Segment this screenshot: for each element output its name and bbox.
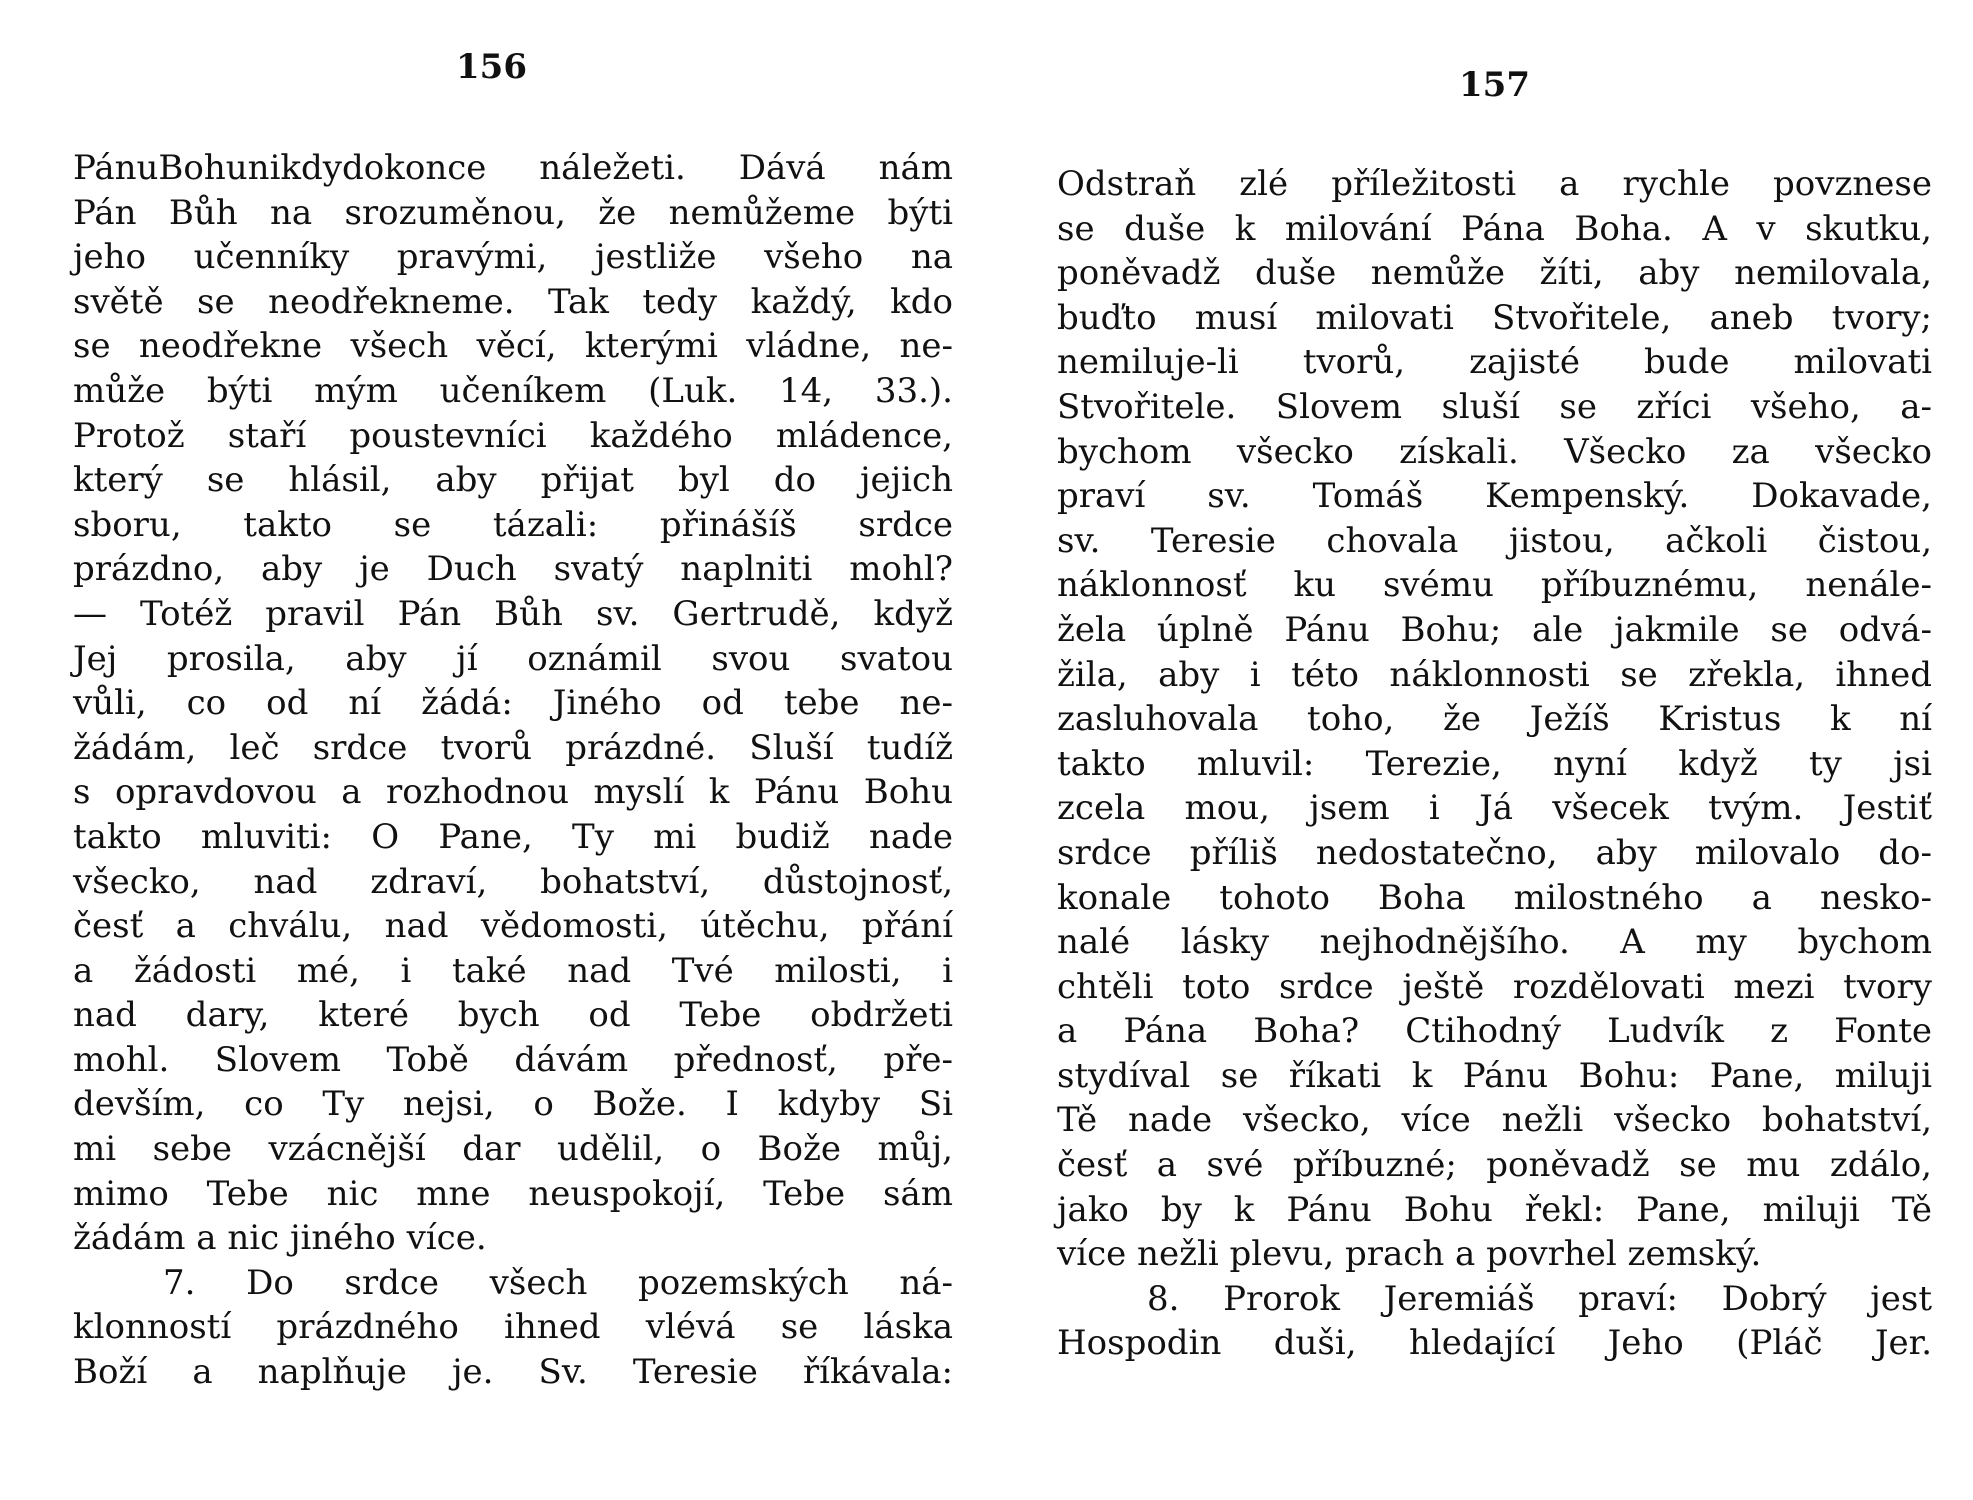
text-line: sboru, takto se tázali: přinášíš srdce <box>73 504 953 545</box>
text-line: žela úplně Pánu Bohu; ale jakmile se odvá- <box>1057 609 1932 650</box>
text-line: zasluhovala toho, že Ježíš Kristus k ní <box>1057 699 1932 740</box>
text-line: nad dary, které bych od Tebe obdržeti <box>73 995 953 1036</box>
text-line: a Pána Boha? Ctihodný Ludvík z Fonte <box>1057 1011 1932 1052</box>
text-line: Pán Bůh na srozuměnou, že nemůžeme býti <box>73 192 953 233</box>
text-line: s opravdovou a rozhodnou myslí k Pánu Bohu <box>73 772 953 813</box>
text-line: žádám a nic jiného více. <box>73 1218 487 1259</box>
text-line: Hospodin duši, hledající Jeho (Pláč Jer. <box>1057 1323 1932 1364</box>
text-line: klonností prázdného ihned vlévá se láska <box>73 1307 953 1348</box>
text-line: 8. Prorok Jeremiáš praví: Dobrý jest <box>1147 1278 1932 1319</box>
text-line: praví sv. Tomáš Kempenský. Dokavade, <box>1057 476 1932 517</box>
page-text <box>1057 162 1932 1366</box>
text-line: světě se neodřekneme. Tak tedy každý, kdo <box>73 281 953 322</box>
text-line: vůli, co od ní žádá: Jiného od tebe ne- <box>73 683 953 724</box>
text-line: mimo Tebe nic mne neuspokojí, Tebe sám <box>73 1173 953 1214</box>
text-line: prázdno, aby je Duch svatý naplniti mohl? <box>73 549 953 590</box>
text-line: zcela mou, jsem i Já všecek tvým. Jestiť <box>1057 788 1932 829</box>
text-line: mi sebe vzácnější dar udělil, o Bože můj, <box>73 1129 953 1170</box>
text-line: jako by k Pánu Bohu řekl: Pane, miluji Tě <box>1057 1189 1932 1230</box>
text-line: česť a chválu, nad vědomosti, útěchu, přání <box>73 906 953 947</box>
text-line: náklonnosť ku svému příbuznému, nenále- <box>1057 565 1932 606</box>
text-line: žila, aby i této náklonnosti se zřekla, ihned <box>1057 654 1932 695</box>
text-line: Tě nade všecko, více nežli všecko bohatství, <box>1057 1100 1932 1141</box>
text-line: konale tohoto Boha milostného a nesko- <box>1057 877 1932 918</box>
text-line: PánuBohunikdydokonce náležeti. Dává nám <box>73 148 953 188</box>
text-line: jeho učenníky pravými, jestliže všeho na <box>73 237 953 278</box>
text-line: více nežli plevu, prach a povrhel zemský. <box>1057 1234 1762 1275</box>
text-line: Odstraň zlé příležitosti a rychle povznese <box>1057 164 1932 204</box>
text-line: buďto musí milovati Stvořitele, aneb tvory; <box>1057 297 1932 338</box>
text-line: srdce příliš nedostatečno, aby milovalo do- <box>1057 832 1932 873</box>
text-line: chtěli toto srdce ještě rozdělovati mezi tvory <box>1057 966 1932 1007</box>
text-line: takto mluvil: Terezie, nyní když ty jsi <box>1057 743 1932 784</box>
text-line: a žádosti mé, i také nad Tvé milosti, i <box>73 950 953 991</box>
page-number: 157 <box>1459 65 1530 105</box>
text-line: česť a své příbuzné; poněvadž se mu zdálo, <box>1057 1145 1932 1186</box>
text-line: se neodřekne všech věcí, kterými vládne, ne- <box>73 326 953 367</box>
right-page <box>986 0 1973 1500</box>
text-line: — Totéž pravil Pán Bůh sv. Gertrudě, když <box>73 593 953 634</box>
text-line: Stvořitele. Slovem sluší se zříci všeho, a- <box>1057 386 1932 427</box>
text-line: sv. Teresie chovala jistou, ačkoli čistou, <box>1057 520 1932 561</box>
text-line: devším, co Ty nejsi, o Bože. I kdyby Si <box>73 1084 953 1125</box>
text-line: takto mluviti: O Pane, Ty mi budiž nade <box>73 816 953 857</box>
text-line: 7. Do srdce všech pozemských ná- <box>163 1262 953 1303</box>
text-line: Protož staří poustevníci každého mládence, <box>73 415 953 456</box>
text-line: žádám, leč srdce tvorů prázdné. Sluší tudíž <box>73 727 953 768</box>
text-line: všecko, nad zdraví, bohatství, důstojnosť, <box>73 861 953 902</box>
page-number: 156 <box>456 47 527 87</box>
text-line: Jej prosila, aby jí oznámil svou svatou <box>73 638 953 679</box>
page-text <box>73 146 953 1395</box>
text-line: který se hlásil, aby přijat byl do jejich <box>73 460 953 501</box>
text-line: mohl. Slovem Tobě dávám přednosť, pře- <box>73 1039 953 1080</box>
text-line: nemiluje-li tvorů, zajisté bude milovati <box>1057 342 1932 383</box>
text-line: stydíval se říkati k Pánu Bohu: Pane, miluji <box>1057 1055 1932 1096</box>
text-line: se duše k milování Pána Boha. A v skutku, <box>1057 208 1932 249</box>
left-page <box>0 0 986 1500</box>
text-line: nalé lásky nejhodnějšího. A my bychom <box>1057 922 1932 963</box>
text-line: může býti mým učeníkem (Luk. 14, 33.). <box>73 370 953 411</box>
text-line: poněvadž duše nemůže žíti, aby nemilovala, <box>1057 253 1932 294</box>
text-line: bychom všecko získali. Všecko za všecko <box>1057 431 1932 472</box>
text-line: Boží a naplňuje je. Sv. Teresie říkávala: <box>73 1352 953 1393</box>
